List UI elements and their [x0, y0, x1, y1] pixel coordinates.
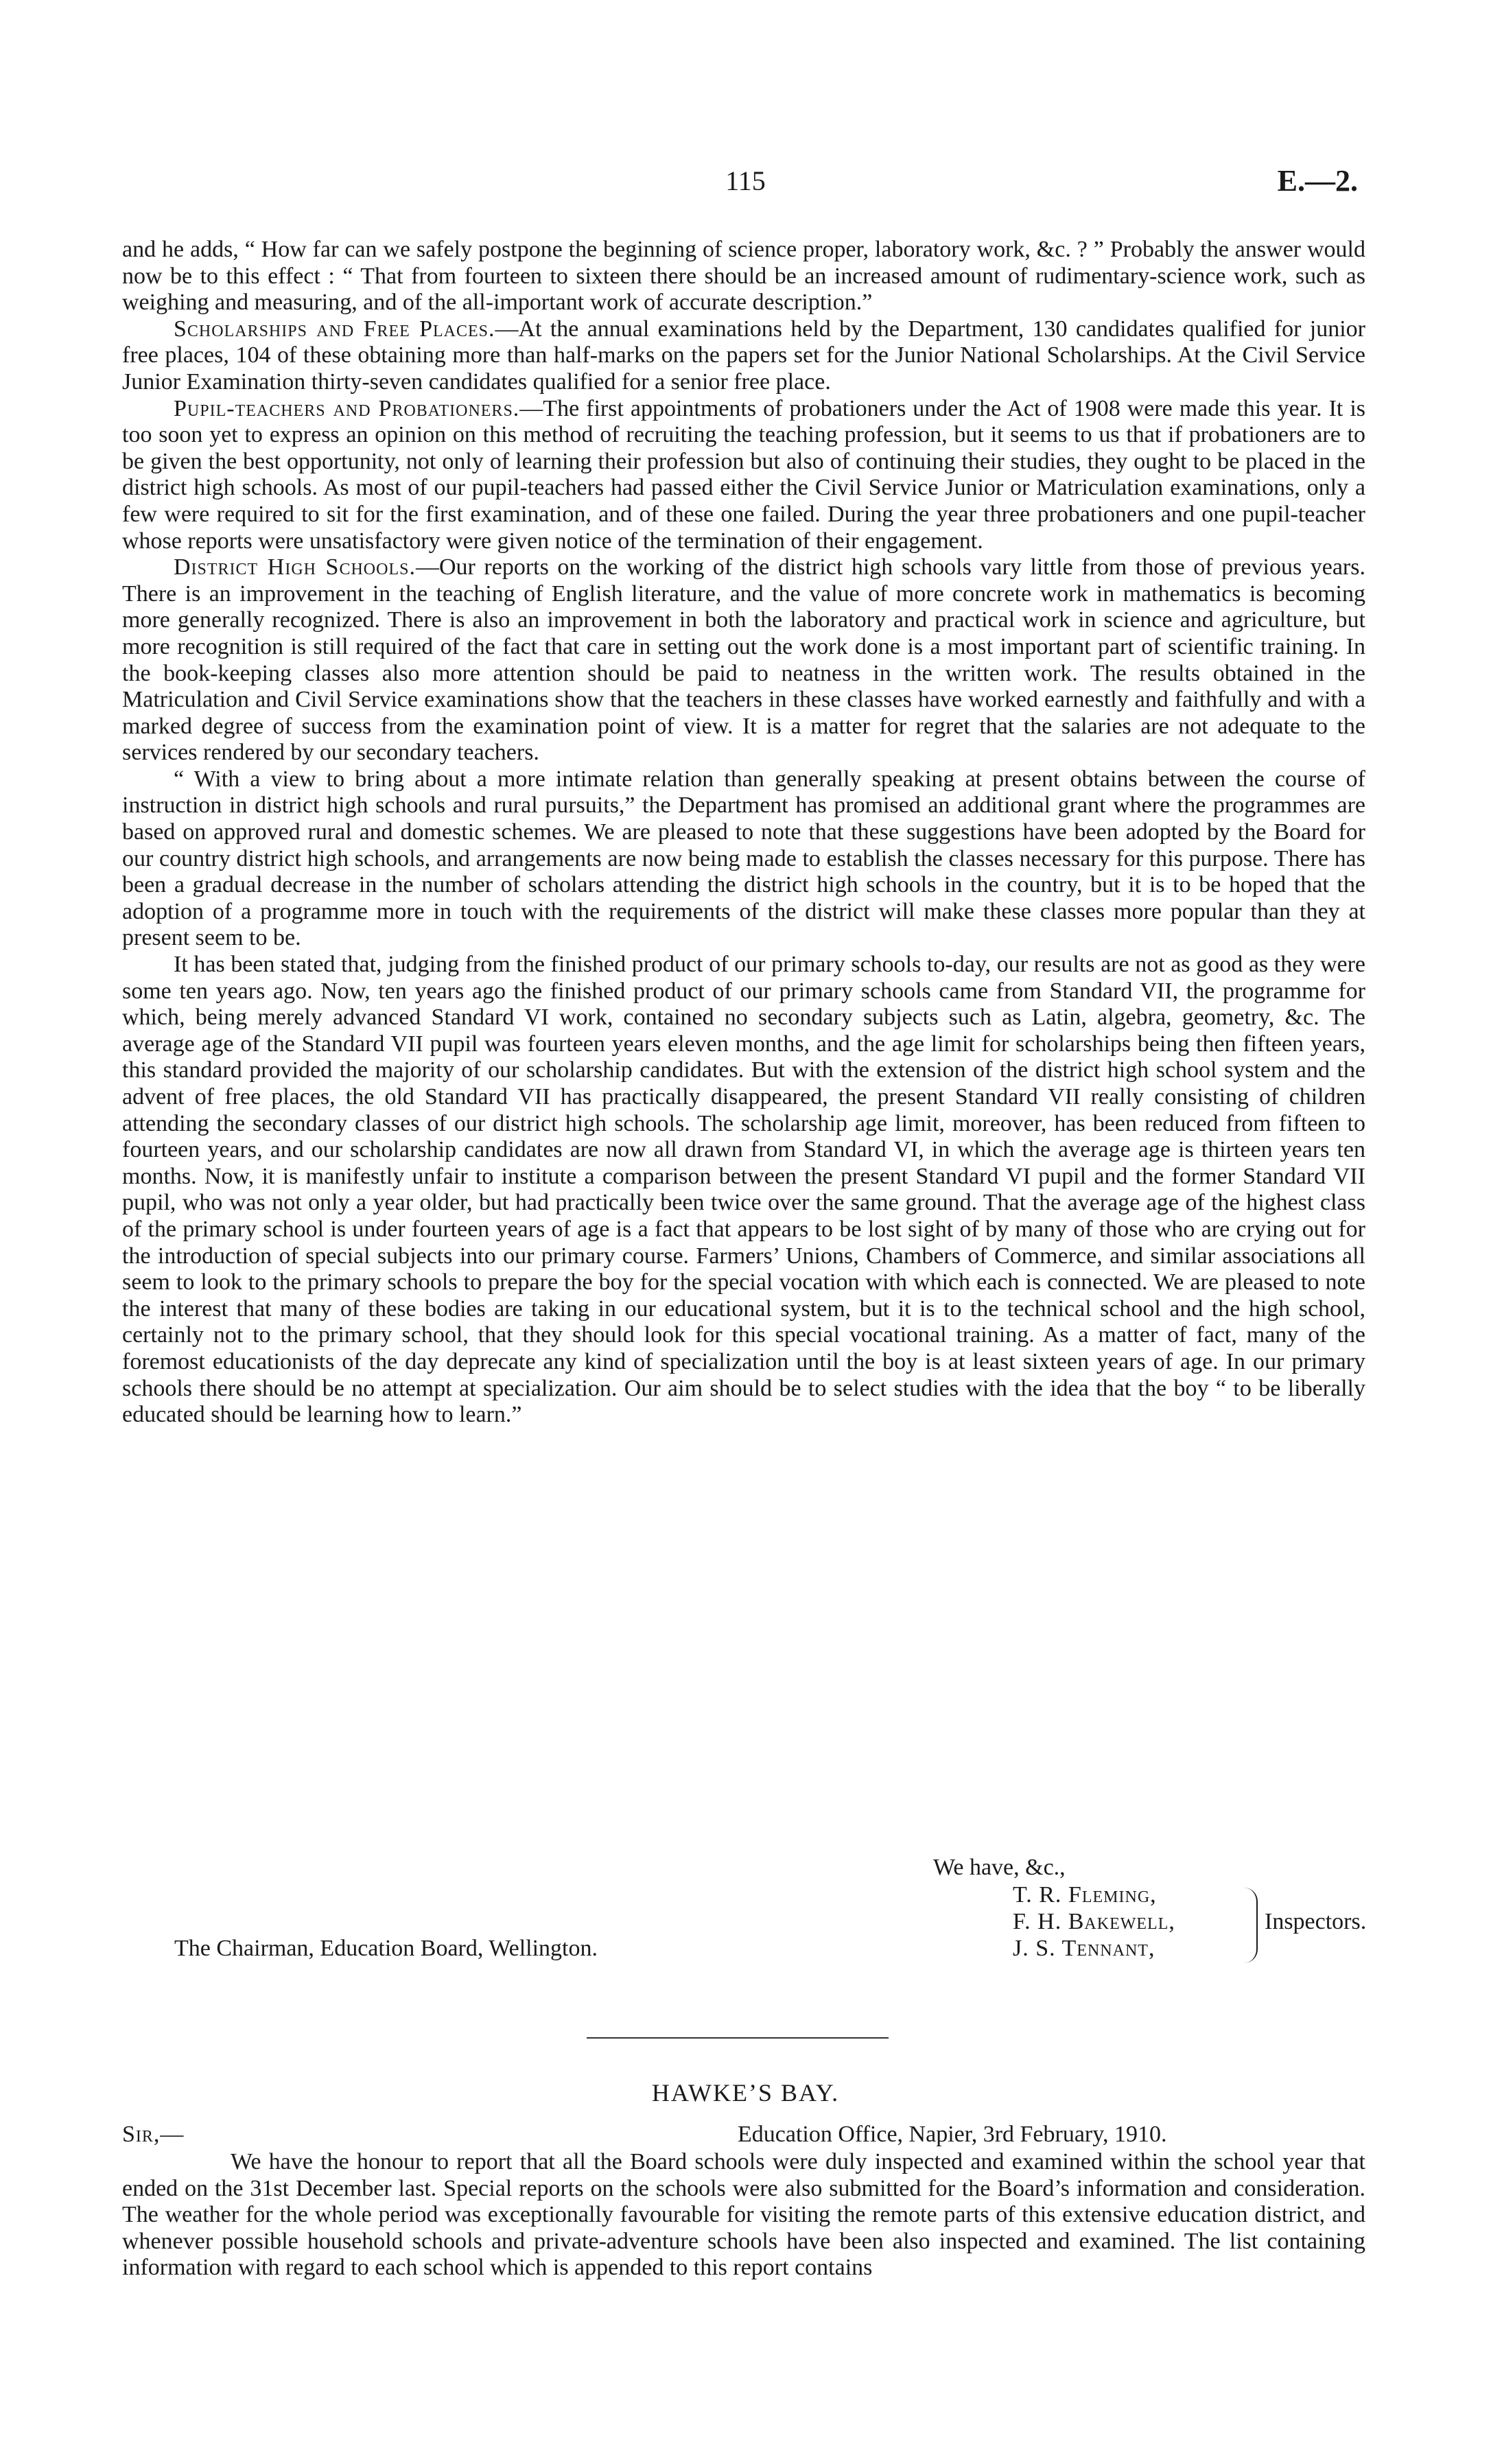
salutation-text: Sir,—: [122, 2122, 185, 2147]
paragraph-heading: District High Schools.: [174, 554, 416, 580]
addressee: The Chairman, Education Board, Wellington.: [174, 1936, 598, 1961]
signoff-block: [122, 1855, 1365, 1992]
section-body: [122, 2149, 1365, 2281]
paragraph-text: —Our reports on the working of the district high schools vary little from those of previous years. There is an improvement in the teaching of English literature, and the value of more concrete work in mathematics is becoming more generally recognized. There is also an improvement in both the laboratory and practical work in science and agriculture, but more recognition is still required of the fact that care in setting out the work done is a most important part of scientific training. In the book-keeping classes also more attention should be paid to neatness in the written work. The results obtained in the Matriculation and Civil Service examinations show that the teachers in these classes have worked earnestly and faithfully and with a marked degree of success from the examination point of view. It is a matter for regret that the salaries are not adequate to the services rendered by our secondary teachers.: [122, 554, 1365, 766]
closing: We have, &c.,: [933, 1855, 1066, 1880]
signatories: [1013, 1882, 1175, 1962]
signatory-role: Inspectors.: [1265, 1909, 1367, 1934]
paragraph: [122, 396, 1365, 555]
paragraph-text: We have the honour to report that all the Board schools were duly inspected and examined within the school year that ended on the 31st December last. Special reports on the schools were also submitted for the Board’s information and consideration. The weather for the whole period was exceptionally favourable for visiting the remote parts of this extensive education district, and whenever possible household schools and private-adventure schools have been also inspected and examined. The list containing information with regard to each school which is appended to this report contains: [122, 2149, 1365, 2281]
signatory: T. R. Fleming,: [1013, 1882, 1157, 1908]
paragraph: [122, 316, 1365, 396]
salutation: [122, 2122, 184, 2148]
paragraph-text: It has been stated that, judging from the finished product of our primary schools to-day, our results are not as good as they were some ten years ago. Now, ten years ago the finished product of our primary schools came from Standard VII, the programme for which, being merely advanced Standard VI work, contained no secondary subjects such as Latin, algebra, geometry, &c. The average age of the Standard VII pupil was fourteen years eleven months, and the age limit for scholarships being then fifteen years, this standard provided the majority of our scholarship candidates. But with the extension of the district high school system and the advent of free places, the old Standard VII has practically disappeared, the present Standard VII really consisting of children attending the secondary classes of our district high schools. The scholarship age limit, moreover, has been reduced from fifteen to fourteen years, and our scholarship candidates are now all drawn from Standard VI, in which the average age is thirteen years ten months. Now, it is manifestly unfair to institute a comparison between the present Standard VI pupil and the former Standard VII pupil, who was not only a year older, but had practically been twice over the same ground. That the average age of the highest class of the primary school is under fourteen years of age is a fact that appears to be lost sight of by many of those who are crying out for the introduction of special subjects into our primary course. Farmers’ Unions, Chambers of Commerce, and similar associations all seem to look to the primary schools to prepare the boy for the special vocation with which each is connected. We are pleased to note the interest that many of these bodies are taking in our educational system, but it is to the technical school and the high school, certainly not to the primary school, that they should look for this special vocational training. As a matter of fact, many of the foremost educationists of the day deprecate any kind of specialization until the boy is at least sixteen years of age. In our primary schools there should be no attempt at specialization. Our aim should be to select studies with the idea that the boy “ to be liberally educated should be learning how to learn.”: [122, 952, 1365, 1428]
brace: [1244, 1888, 1258, 1963]
paragraph-heading: Pupil-teachers and Probationers.: [174, 395, 520, 421]
section-title: HAWKE’S BAY.: [651, 2079, 840, 2107]
report-body: [122, 237, 1365, 1429]
paragraph-text: —The first appointments of probationers under the Act of 1908 were made this year. It is too soon yet to express an opinion on this method of recruiting the teaching profession, but it seems to us that if probationers are to be given the best opportunity, not only of learning their profession but also of continuing their studies, they ought to be placed in the district high schools. As most of our pupil-teachers had passed either the Civil Service Junior or Matriculation examinations, only a few were required to sit for the first examination, and of these one failed. During the year three probationers and one pupil-teacher whose reports were unsatisfactory were given notice of the termination of their engagement.: [122, 395, 1365, 554]
paragraph-heading: Scholarships and Free Places.: [174, 316, 495, 342]
dateline: Education Office, Napier, 3rd February, 1910.: [738, 2122, 1167, 2147]
paragraph-text: —At the annual examinations held by the Department, 130 candidates qualified for junior free places, 104 of these obtaining more than half-marks on the papers set for the Junior National Scholarships. At the Civil Service Junior Examination thirty-seven candidates qualified for a senior free place.: [122, 316, 1365, 395]
paragraph: [122, 554, 1365, 766]
signatory: J. S. Tennant,: [1013, 1936, 1155, 1961]
paragraph: [122, 2149, 1365, 2281]
page-number: 115: [725, 165, 766, 196]
paragraph: [122, 237, 1365, 316]
paragraph: [122, 766, 1365, 952]
paragraph-text: and he adds, “ How far can we safely postpone the beginning of science proper, laboratory work, &c. ? ” Probably the answer would now be to this effect : “ That from fourteen to sixteen there should be an increased amount of rudimentary-science work, such as weighing and measuring, and of the all-important work of accurate description.”: [122, 237, 1365, 316]
signatory: F. H. Bakewell,: [1013, 1909, 1175, 1934]
paragraph: [122, 952, 1365, 1429]
paragraph-text: “ With a view to bring about a more intimate relation than generally speaking at present obtains between the course of instruction in district high schools and rural pursuits,” the Department has promised an additional grant where the programmes are based on approved rural and domestic schemes. We are pleased to note that these suggestions have been adopted by the Board for our country district high schools, and arrangements are now being made to establish the classes necessary for this purpose. There has been a gradual decrease in the number of scholars attending the district high schools in the country, but it is to be hoped that the adoption of a programme more in touch with the requirements of the district will make these classes more popular than they at present seem to be.: [122, 766, 1365, 951]
section-divider: [587, 2037, 889, 2039]
series-code: E.—2.: [1277, 164, 1358, 198]
